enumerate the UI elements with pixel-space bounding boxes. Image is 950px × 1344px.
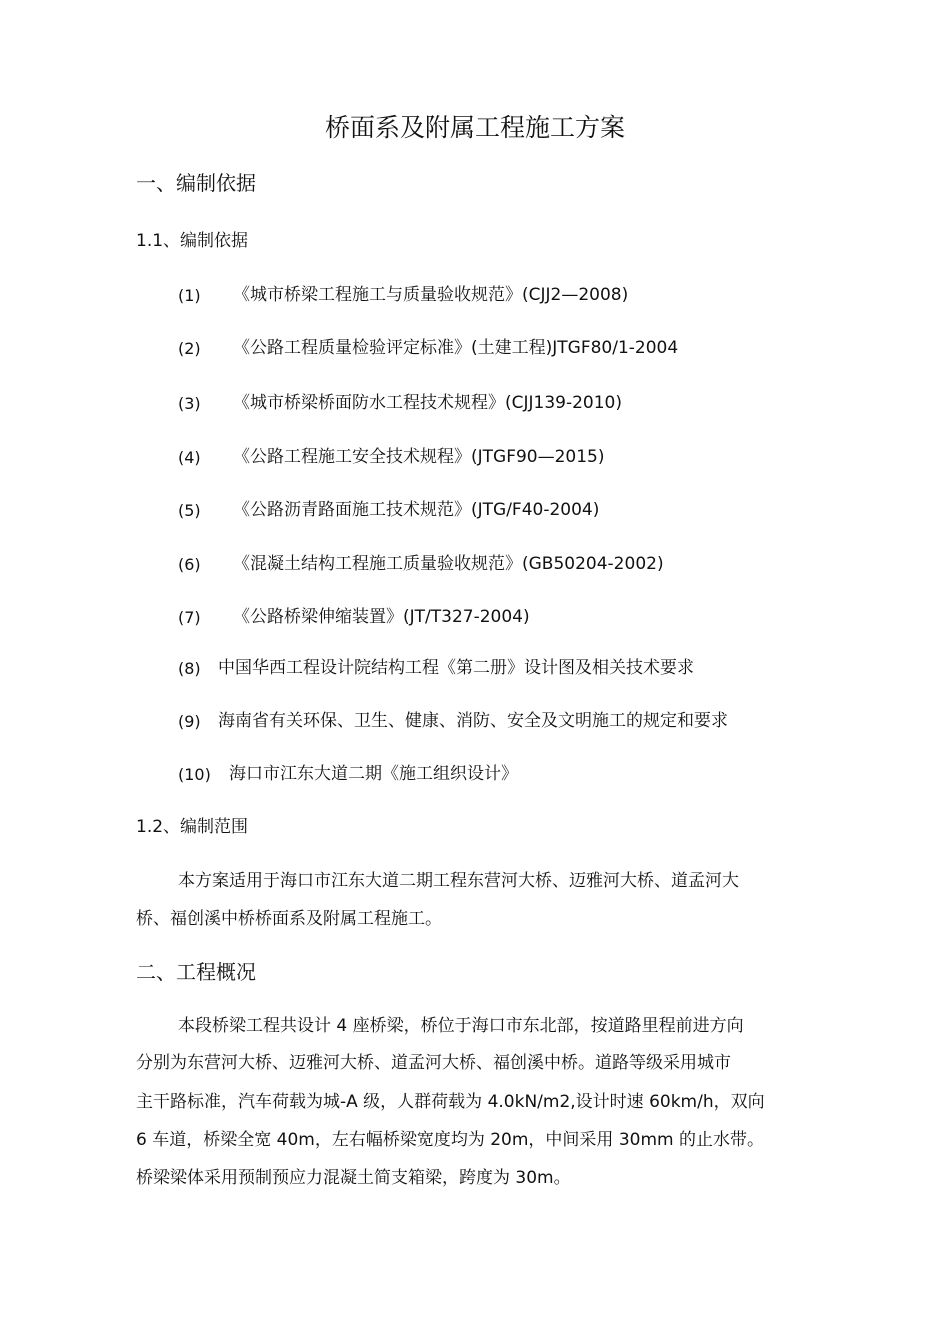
reference-text: 《公路工程施工安全技术规程》(JTGF90—2015) [233,447,605,467]
reference-number: (10) [178,765,211,784]
paragraph-line: 桥、福创溪中桥桥面系及附属工程施工。 [136,909,442,929]
reference-text: 《城市桥梁桥面防水工程技术规程》(CJJ139-2010) [233,393,623,413]
subsection-heading-scope: 1.2、编制范围 [136,817,249,837]
reference-number: (1) [178,286,201,305]
paragraph-line: 6 车道，桥梁全宽 40m，左右幅桥梁宽度均为 20m，中间采用 30mm 的止水带。 [136,1130,764,1150]
reference-number: (6) [178,555,201,574]
reference-number: (8) [178,659,201,678]
reference-text: 《混凝土结构工程施工质量验收规范》(GB50204-2002) [233,554,664,574]
reference-text: 《公路工程质量检验评定标准》(土建工程)JTGF80/1-2004 [233,338,679,358]
reference-text: 《公路沥青路面施工技术规范》(JTG/F40-2004) [233,500,600,520]
subsection-heading-basis: 1.1、编制依据 [136,231,249,251]
reference-text: 《城市桥梁工程施工与质量验收规范》(CJJ2—2008) [233,285,629,305]
reference-text: 海南省有关环保、卫生、健康、消防、安全及文明施工的规定和要求 [218,711,728,731]
section-heading-basis: 一、编制依据 [136,171,256,195]
paragraph-line: 桥梁梁体采用预制预应力混凝土简支箱梁，跨度为 30m。 [136,1168,571,1188]
reference-number: (4) [178,448,201,467]
paragraph-line: 本段桥梁工程共设计 4 座桥梁，桥位于海口市东北部，按道路里程前进方向 [178,1016,744,1036]
reference-number: (5) [178,501,201,520]
section-heading-overview: 二、工程概况 [136,960,256,984]
paragraph-line: 本方案适用于海口市江东大道二期工程东营河大桥、迈雅河大桥、道孟河大 [178,871,739,891]
reference-text: 海口市江东大道二期《施工组织设计》 [229,764,518,784]
reference-text: 中国华西工程设计院结构工程《第二册》设计图及相关技术要求 [218,658,694,678]
reference-text: 《公路桥梁伸缩装置》(JT/T327-2004) [233,607,530,627]
reference-number: (9) [178,712,201,731]
reference-number: (2) [178,339,201,358]
reference-number: (7) [178,608,201,627]
paragraph-line: 分别为东营河大桥、迈雅河大桥、道孟河大桥、福创溪中桥。道路等级采用城市 [136,1053,731,1073]
document-title: 桥面系及附属工程施工方案 [324,113,625,142]
paragraph-line: 主干路标准，汽车荷载为城-A 级，人群荷载为 4.0kN/m2,设计时速 60km/h，双向 [136,1092,765,1112]
reference-number: (3) [178,394,201,413]
